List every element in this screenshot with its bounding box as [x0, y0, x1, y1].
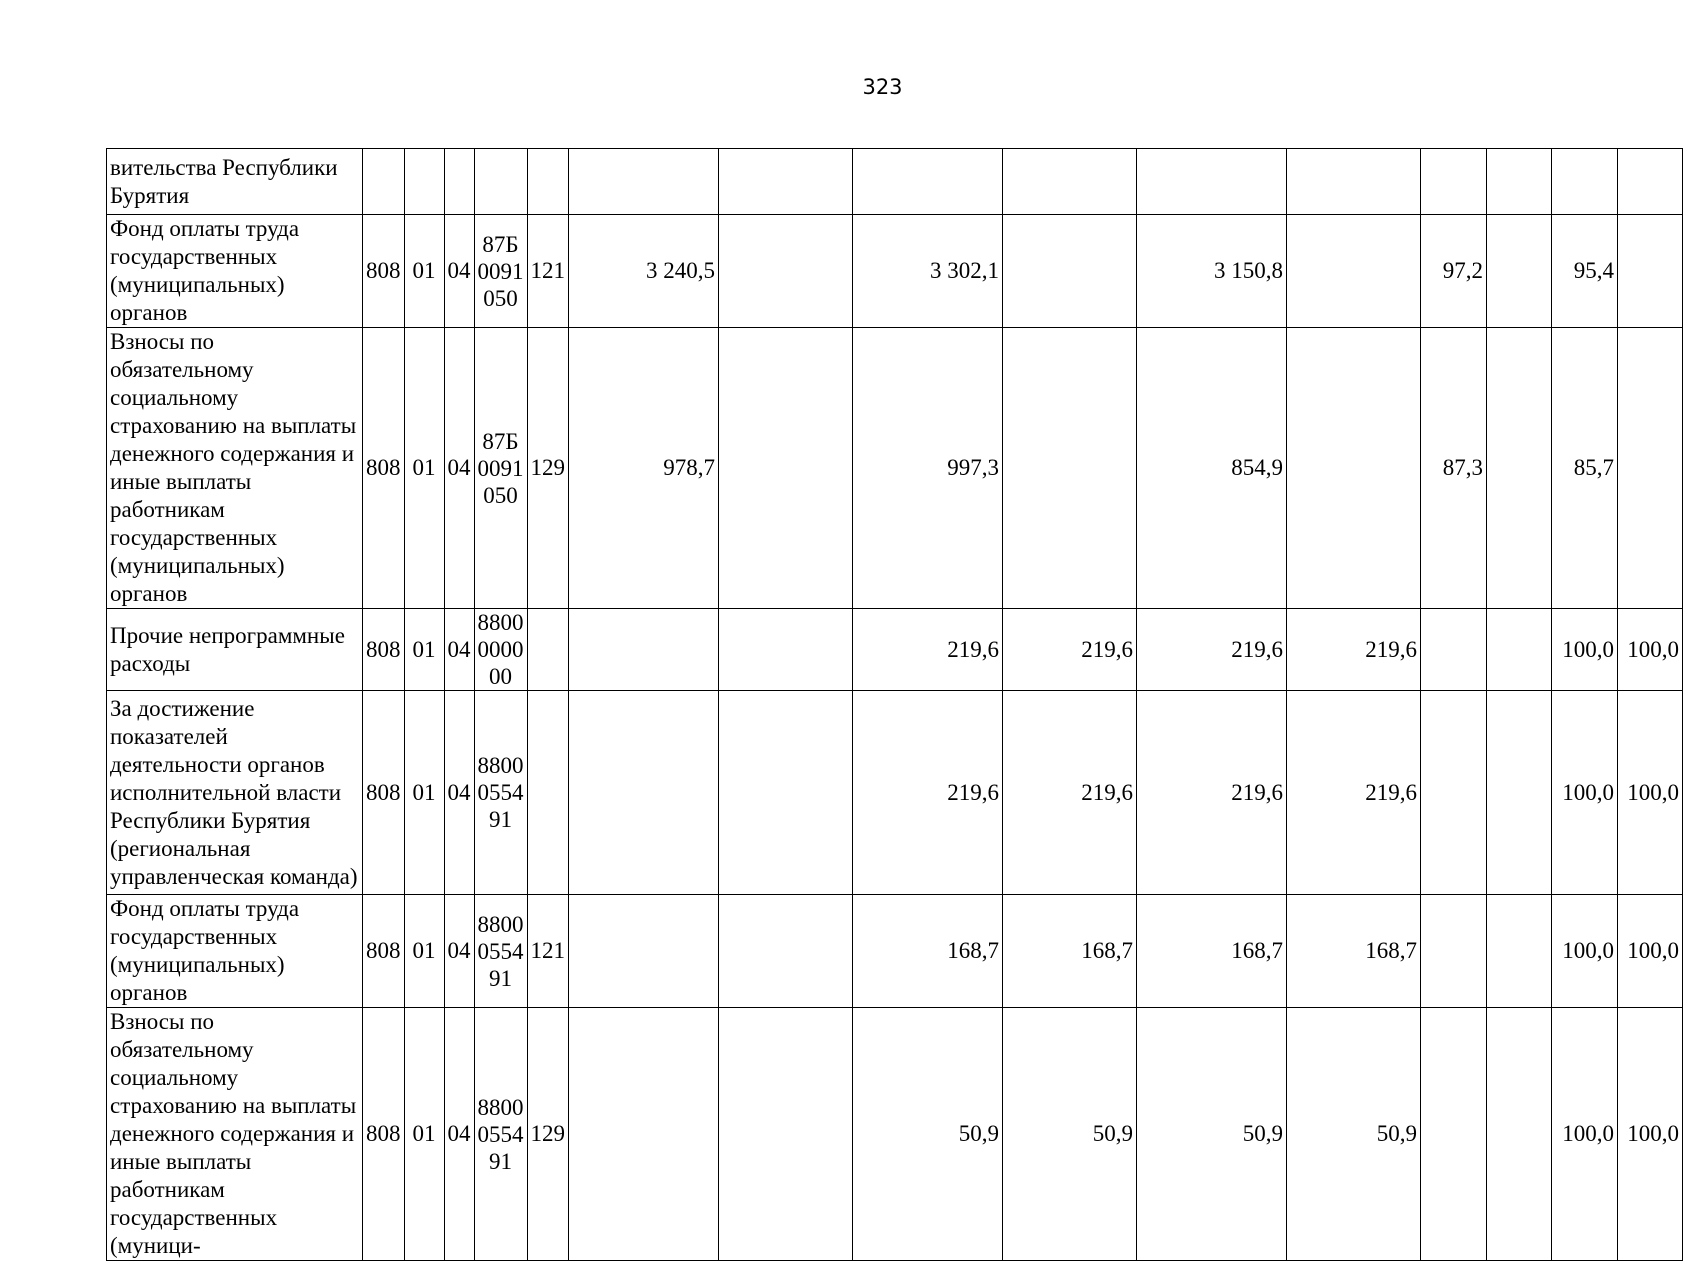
budget-table — [106, 148, 1683, 1261]
cell-c1 — [569, 1008, 719, 1261]
cell-p2 — [1487, 328, 1552, 609]
table-row — [107, 895, 1683, 1008]
cell-c2 — [719, 149, 853, 215]
cell-p3 — [1552, 149, 1618, 215]
cell-c5: 219,6 — [1137, 609, 1287, 691]
cell-p2 — [1487, 149, 1552, 215]
cell-c1 — [569, 691, 719, 895]
cell-name: вительства Республики Бурятия — [107, 149, 363, 215]
cell-p2 — [1487, 1008, 1552, 1261]
cell-c5: 3 150,8 — [1137, 215, 1287, 328]
cell-pr: 04 — [444, 215, 474, 328]
cell-c5: 50,9 — [1137, 1008, 1287, 1261]
cell-c5 — [1137, 149, 1287, 215]
cell-rz: 01 — [404, 215, 444, 328]
cell-c1 — [569, 149, 719, 215]
cell-pr: 04 — [444, 609, 474, 691]
cell-p1 — [1421, 895, 1487, 1008]
cell-vr: 129 — [527, 1008, 569, 1261]
cell-p4 — [1618, 149, 1683, 215]
cell-kcsr: 8800055491 — [474, 895, 527, 1008]
cell-p4: 100,0 — [1618, 691, 1683, 895]
table-row — [107, 149, 1683, 215]
cell-p2 — [1487, 609, 1552, 691]
cell-ved: 808 — [363, 691, 405, 895]
cell-pr — [444, 149, 474, 215]
cell-p1 — [1421, 691, 1487, 895]
cell-p1 — [1421, 1008, 1487, 1261]
cell-c3: 168,7 — [853, 895, 1003, 1008]
cell-kcsr: 87Б0091050 — [474, 328, 527, 609]
cell-rz: 01 — [404, 895, 444, 1008]
cell-c3: 997,3 — [853, 328, 1003, 609]
cell-c4 — [1003, 215, 1137, 328]
cell-rz: 01 — [404, 609, 444, 691]
cell-c2 — [719, 609, 853, 691]
cell-p4 — [1618, 328, 1683, 609]
cell-p2 — [1487, 895, 1552, 1008]
cell-vr — [527, 609, 569, 691]
cell-c3: 3 302,1 — [853, 215, 1003, 328]
cell-p4 — [1618, 215, 1683, 328]
cell-name: Фонд оплаты труда государственных (муниципальных) органов — [107, 895, 363, 1008]
cell-c6: 50,9 — [1287, 1008, 1421, 1261]
cell-ved — [363, 149, 405, 215]
table-row — [107, 609, 1683, 691]
cell-c5: 854,9 — [1137, 328, 1287, 609]
cell-c6 — [1287, 215, 1421, 328]
cell-vr: 121 — [527, 215, 569, 328]
cell-pr: 04 — [444, 691, 474, 895]
cell-p1: 87,3 — [1421, 328, 1487, 609]
cell-c1 — [569, 895, 719, 1008]
cell-c6: 219,6 — [1287, 691, 1421, 895]
cell-p3: 85,7 — [1552, 328, 1618, 609]
cell-vr — [527, 149, 569, 215]
cell-kcsr: 8800000000 — [474, 609, 527, 691]
cell-c4: 168,7 — [1003, 895, 1137, 1008]
table-row — [107, 328, 1683, 609]
cell-p4: 100,0 — [1618, 895, 1683, 1008]
cell-c2 — [719, 1008, 853, 1261]
cell-p4: 100,0 — [1618, 609, 1683, 691]
cell-c3 — [853, 149, 1003, 215]
cell-c6 — [1287, 149, 1421, 215]
cell-ved: 808 — [363, 215, 405, 328]
cell-c1 — [569, 609, 719, 691]
cell-kcsr: 8800055491 — [474, 691, 527, 895]
cell-p3: 100,0 — [1552, 895, 1618, 1008]
cell-p3: 100,0 — [1552, 691, 1618, 895]
cell-pr: 04 — [444, 328, 474, 609]
cell-c2 — [719, 895, 853, 1008]
table-row — [107, 215, 1683, 328]
cell-c1: 978,7 — [569, 328, 719, 609]
cell-p1 — [1421, 609, 1487, 691]
cell-rz: 01 — [404, 691, 444, 895]
cell-p1 — [1421, 149, 1487, 215]
cell-p3: 95,4 — [1552, 215, 1618, 328]
cell-p3: 100,0 — [1552, 609, 1618, 691]
cell-c2 — [719, 215, 853, 328]
cell-vr — [527, 691, 569, 895]
cell-p2 — [1487, 691, 1552, 895]
cell-c4: 50,9 — [1003, 1008, 1137, 1261]
cell-c1: 3 240,5 — [569, 215, 719, 328]
cell-rz — [404, 149, 444, 215]
cell-rz: 01 — [404, 328, 444, 609]
cell-rz: 01 — [404, 1008, 444, 1261]
cell-c4: 219,6 — [1003, 691, 1137, 895]
cell-c6: 219,6 — [1287, 609, 1421, 691]
table-row — [107, 691, 1683, 895]
cell-kcsr: 87Б0091050 — [474, 215, 527, 328]
cell-c3: 219,6 — [853, 691, 1003, 895]
cell-c4 — [1003, 149, 1137, 215]
cell-c4: 219,6 — [1003, 609, 1137, 691]
cell-p4: 100,0 — [1618, 1008, 1683, 1261]
cell-c6: 168,7 — [1287, 895, 1421, 1008]
cell-pr: 04 — [444, 895, 474, 1008]
cell-c6 — [1287, 328, 1421, 609]
page-number: 323 — [862, 75, 903, 99]
cell-ved: 808 — [363, 328, 405, 609]
cell-c3: 219,6 — [853, 609, 1003, 691]
cell-p2 — [1487, 215, 1552, 328]
cell-kcsr: 8800055491 — [474, 1008, 527, 1261]
cell-name: Взносы по обязательному социальному страхованию на выплаты денежного содержания и иные выплаты работникам государственных (муниципальных) органов — [107, 328, 363, 609]
cell-pr: 04 — [444, 1008, 474, 1261]
cell-c3: 50,9 — [853, 1008, 1003, 1261]
cell-ved: 808 — [363, 609, 405, 691]
cell-kcsr — [474, 149, 527, 215]
cell-name: За достижение показателей деятельности органов исполнительной власти Республики Бурятия (региональная управленческая команда) — [107, 691, 363, 895]
table-row — [107, 1008, 1683, 1261]
cell-c5: 219,6 — [1137, 691, 1287, 895]
cell-vr: 121 — [527, 895, 569, 1008]
cell-name: Прочие непрограммные расходы — [107, 609, 363, 691]
cell-c4 — [1003, 328, 1137, 609]
cell-p1: 97,2 — [1421, 215, 1487, 328]
cell-c2 — [719, 691, 853, 895]
cell-p3: 100,0 — [1552, 1008, 1618, 1261]
cell-vr: 129 — [527, 328, 569, 609]
cell-c2 — [719, 328, 853, 609]
cell-ved: 808 — [363, 895, 405, 1008]
cell-name: Фонд оплаты труда государственных (муниципальных) органов — [107, 215, 363, 328]
cell-ved: 808 — [363, 1008, 405, 1261]
cell-name: Взносы по обязательному социальному страхованию на выплаты денежного содержания и иные выплаты работникам государственных (муници- — [107, 1008, 363, 1261]
cell-c5: 168,7 — [1137, 895, 1287, 1008]
